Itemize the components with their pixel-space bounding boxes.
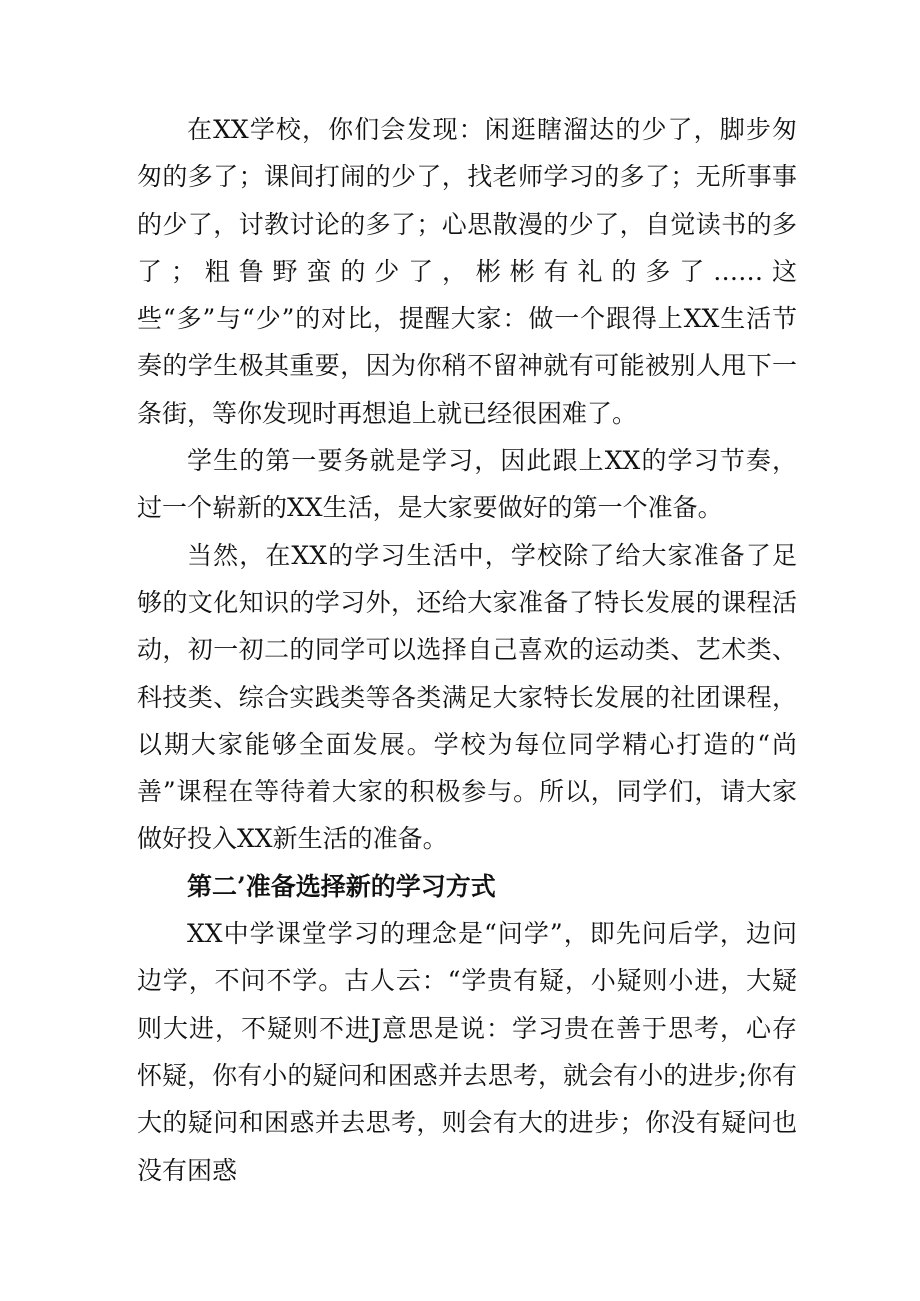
paragraph-3: 当然，在XX的学习生活中，学校除了给大家准备了足够的文化知识的学习外，还给大家准备了特长发展的课程活动，初一初二的同学可以选择自己喜欢的运动类、艺术类、科技类、综合实践类等各类满足大家特长发展的社团课程，以期大家能够全面发展。学校为每位同学精心打造的“尚善”课程在等待着大家的积极参与。所以，同学们，请大家做好投入XX新生活的准备。 [137,540,797,854]
paragraph-4: XX中学课堂学习的理念是“问学”，即先问后学，边问边学，不问不学。古人云：“学贵有疑，小疑则小进，大疑则大进，不疑则不进J意思是说：学习贵在善于思考，心存怀疑，你有小的疑问和困惑并去思考，就会有小的进步;你有大的疑问和困惑并去思考，则会有大的进步；你没有疑问也没有困惑 [137,919,797,1185]
paragraph-2: 学生的第一要务就是学习，因此跟上XX的学习节奏，过一个崭新的XX生活，是大家要做好的第一个准备。 [137,446,797,523]
paragraph-1: 在XX学校，你们会发现：闲逛瞎溜达的少了，脚步匆匆的多了；课间打闹的少了，找老师学习的多了；无所事事的少了，讨教讨论的多了；心思散漫的少了，自觉读书的多了；粗鲁野蛮的少了，彬彬有礼的多了……这些“多”与“少”的对比，提醒大家：做一个跟得上XX生活节奏的学生极其重要，因为你稍不留神就有可能被别人甩下一条街，等你发现时再想追上就已经很困难了。 [137,115,797,428]
section-heading: 第二’准备选择新的学习方式 [187,871,496,901]
document-body [137,106,797,1194]
